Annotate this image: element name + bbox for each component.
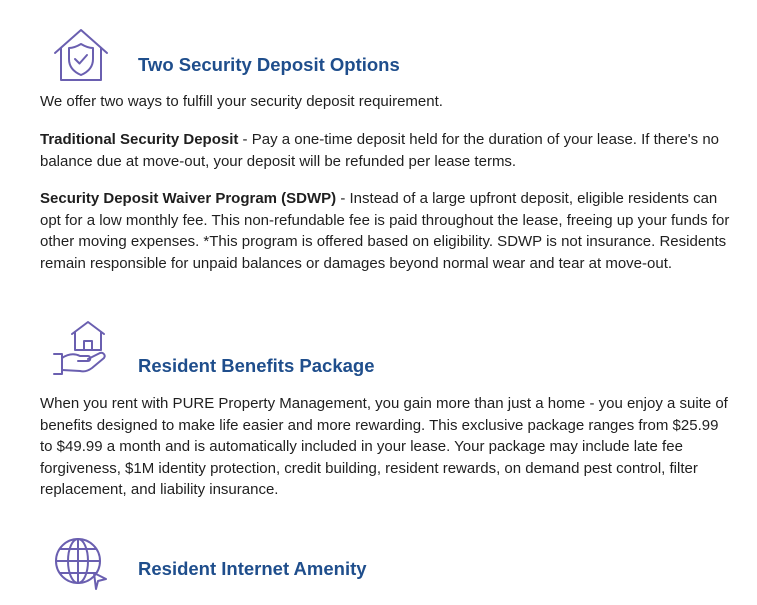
section-header xyxy=(40,318,730,388)
globe-internet-icon xyxy=(52,535,110,593)
sdwp-label: Security Deposit Waiver Program (SDWP) xyxy=(40,190,337,207)
section-title: Two Security Deposit Options xyxy=(138,54,400,75)
traditional-deposit-label: Traditional Security Deposit xyxy=(40,131,239,148)
section-header xyxy=(40,26,730,96)
resident-internet-section xyxy=(40,535,730,605)
resident-benefits-section xyxy=(40,318,730,498)
section-title: Resident Internet Amenity xyxy=(138,558,367,579)
security-deposit-section xyxy=(40,26,730,272)
section-header xyxy=(40,535,730,605)
benefits-body: When you rent with PURE Property Management, you gain more than just a home - you enjoy a suite of benefits designed to make life easier and more rewarding. This exclusive package ranges from $25.99 to $49.99 a month and is automatically included in your lease. Your package may include late fee forgiveness, $1M identity protection, credit building, resident rewards, on demand pest control, filter replacement, and liability insurance. xyxy=(40,395,728,498)
sdwp-paragraph xyxy=(40,188,730,274)
deposit-intro: We offer two ways to fulfill your security deposit requirement. xyxy=(40,93,443,110)
section-title: Resident Benefits Package xyxy=(138,355,375,376)
sdwp-text: - Instead of a large upfront deposit, eligible residents can opt for a low monthly fee. This non-refundable fee is paid throughout the lease, freeing up your funds for other moving expenses. *This program is offered based on eligibility. SDWP is not insurance. Residents remain responsible for unpaid balances or damages beyond normal wear and tear at move-out. xyxy=(40,190,730,272)
traditional-deposit-text: - Pay a one-time deposit held for the duration of your lease. If there's no balance due at move-out, your deposit will be refunded per lease terms. xyxy=(40,131,720,170)
traditional-deposit-paragraph xyxy=(40,129,730,172)
house-in-hand-icon xyxy=(52,318,110,376)
house-shield-icon xyxy=(52,26,110,84)
